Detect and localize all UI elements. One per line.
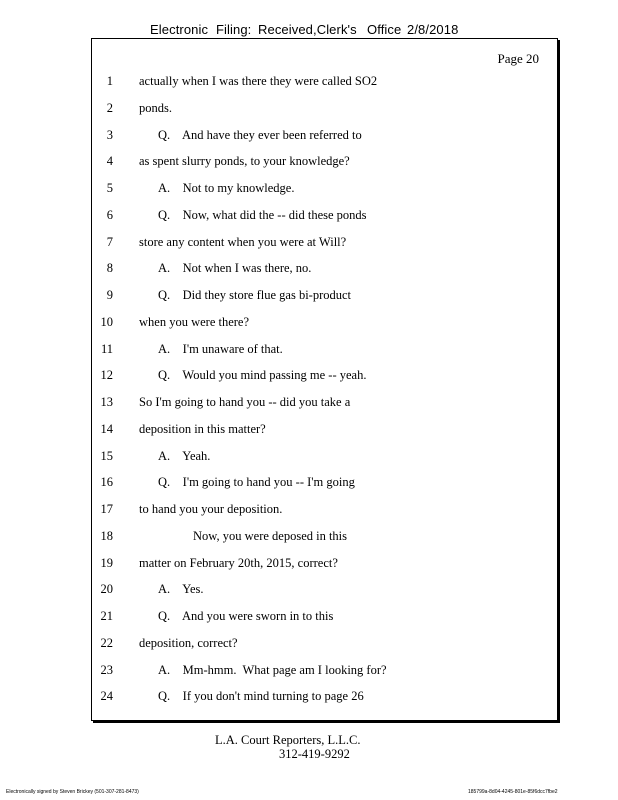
line-text: matter on February 20th, 2015, correct? [139, 555, 338, 570]
transcript-line [92, 422, 557, 440]
transcript-line [92, 636, 557, 654]
line-text: A. Not when I was there, no. [158, 261, 312, 276]
transcript-line [92, 342, 557, 360]
line-number: 13 [100, 395, 113, 409]
court-reporter-name: L.A. Court Reporters, L.L.C. [215, 733, 361, 747]
line-text: when you were there? [139, 314, 250, 329]
line-number: 3 [106, 127, 113, 142]
line-number: 20 [100, 582, 113, 597]
line-number: 17 [100, 502, 113, 516]
line-number: 24 [100, 689, 113, 704]
line-text: Q. If you don't mind turning to page 26 [158, 689, 364, 704]
transcript-line [92, 368, 557, 386]
line-text: A. Yes. [158, 582, 204, 597]
line-number: 18 [100, 528, 113, 543]
document-id-text: 185799a-8d04-4245-801e-85f6dcc7fbe2 [468, 789, 558, 795]
transcript-line [92, 609, 557, 627]
line-text: to hand you your deposition. [139, 502, 283, 516]
line-text: A. Mm-hmm. What page am I looking for? [158, 662, 387, 677]
line-text: Q. Did they store flue gas bi-product [158, 288, 352, 302]
transcript-line [92, 154, 557, 172]
line-text: A. I'm unaware of that. [158, 341, 283, 356]
transcript-line [92, 475, 557, 493]
filing-stamp-part3: Received,Clerk's [258, 22, 357, 37]
line-number: 7 [106, 234, 113, 249]
line-number: 1 [106, 74, 113, 88]
line-number: 23 [100, 662, 113, 677]
line-text: So I'm going to hand you -- did you take a [139, 395, 351, 409]
line-text: actually when I was there they were called SO2 [139, 74, 378, 88]
line-number: 8 [106, 261, 113, 276]
line-text: deposition in this matter? [139, 421, 266, 436]
transcript-line [92, 261, 557, 279]
filing-stamp-part1: Electronic [150, 22, 209, 37]
line-text: Q. And you were sworn in to this [158, 609, 334, 623]
transcript-line [92, 74, 557, 92]
line-text: ponds. [139, 100, 172, 115]
transcript-line [92, 582, 557, 600]
transcript-line [92, 529, 557, 547]
transcript-line [92, 315, 557, 333]
transcript-line [92, 395, 557, 413]
line-number: 19 [100, 555, 113, 570]
transcript-line [92, 663, 557, 681]
line-text: store any content when you were at Will? [139, 234, 347, 249]
line-number: 2 [106, 100, 113, 115]
line-number: 22 [100, 635, 113, 650]
transcript-line [92, 449, 557, 467]
line-number: 12 [100, 368, 113, 383]
line-number: 5 [106, 181, 113, 195]
line-text: deposition, correct? [139, 635, 238, 650]
line-number: 11 [100, 341, 113, 356]
line-text: Q. Now, what did the -- did these ponds [158, 207, 367, 222]
line-text: as spent slurry ponds, to your knowledge? [139, 154, 350, 169]
line-number: 10 [100, 314, 113, 329]
filing-stamp-part2: Filing: [216, 22, 252, 37]
line-text: Q. And have they ever been referred to [158, 127, 362, 142]
transcript-line [92, 288, 557, 306]
transcript-line [92, 101, 557, 119]
line-number: 4 [106, 154, 113, 169]
transcript-line [92, 689, 557, 707]
line-number: 15 [100, 448, 113, 463]
transcript-line [92, 556, 557, 574]
electronic-signature-text: Electronically signed by Steven Brickey (501-307-281-8473) [6, 789, 139, 795]
page-number: Page 20 [497, 51, 539, 66]
line-text: Now, you were deposed in this [193, 528, 348, 543]
line-number: 16 [100, 475, 113, 490]
transcript-line [92, 208, 557, 226]
transcript-line [92, 181, 557, 199]
line-text: Q. Would you mind passing me -- yeah. [158, 368, 367, 383]
line-number: 6 [106, 207, 113, 222]
line-number: 21 [100, 609, 113, 623]
filing-stamp-part4: Office [367, 22, 402, 37]
transcript-line [92, 235, 557, 253]
court-reporter-phone: 312-419-9292 [279, 747, 350, 761]
line-text: Q. I'm going to hand you -- I'm going [158, 475, 355, 490]
transcript-page-frame [91, 38, 558, 721]
line-text: A. Yeah. [158, 448, 211, 463]
transcript-line [92, 502, 557, 520]
line-number: 9 [106, 288, 113, 302]
transcript-line [92, 128, 557, 146]
line-number: 14 [100, 421, 113, 436]
line-text: A. Not to my knowledge. [158, 181, 295, 195]
filing-stamp-part5: 2/8/2018 [407, 22, 459, 37]
